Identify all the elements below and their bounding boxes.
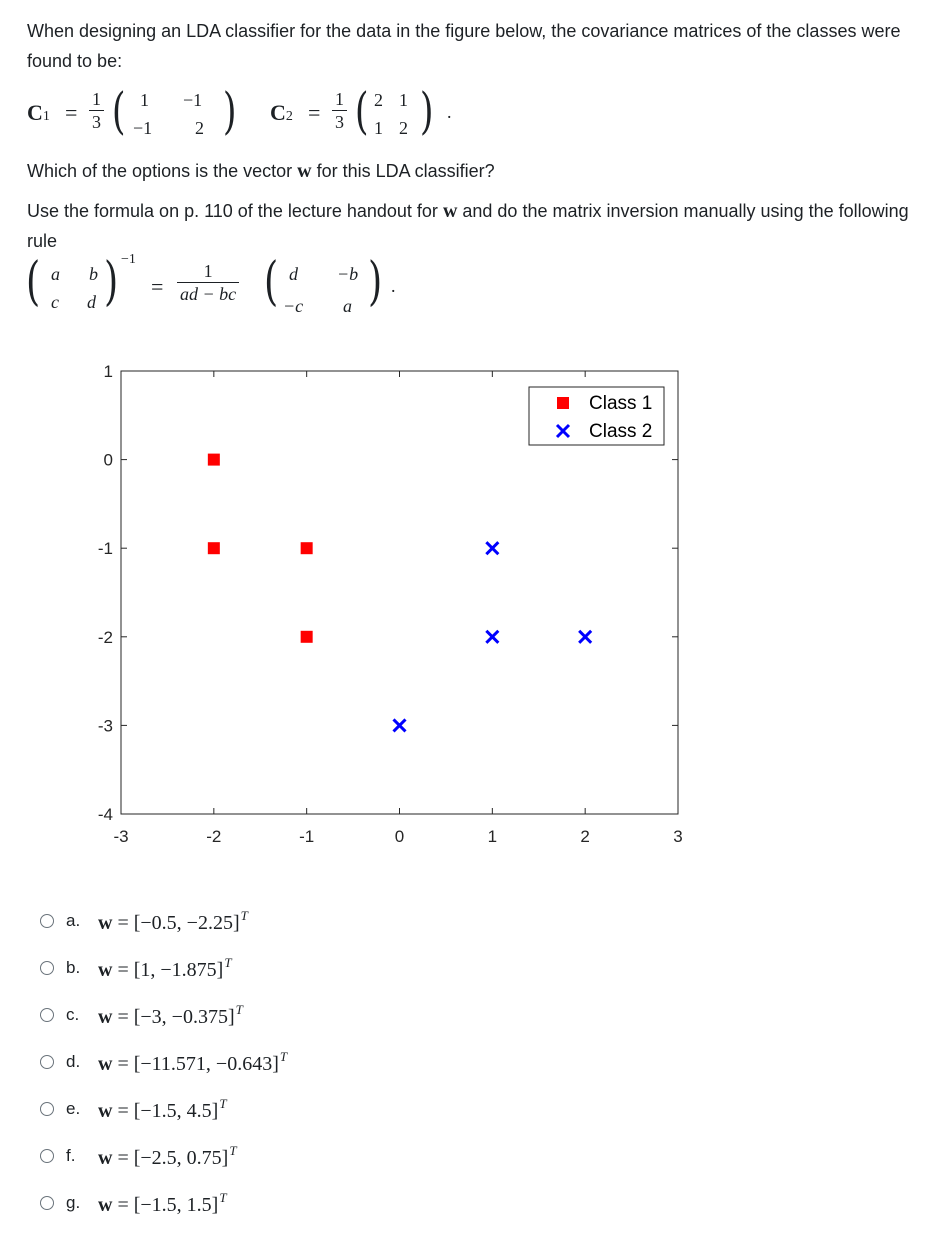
option-c[interactable] (40, 1000, 243, 1030)
option-letter: f. (66, 1146, 76, 1165)
radio-button[interactable] (40, 1102, 54, 1116)
y-tick-label: -3 (97, 716, 113, 736)
legend-marker (557, 397, 569, 409)
x-tick-label: -1 (299, 827, 315, 846)
c1-label: C1 (27, 100, 50, 125)
x-tick-label: -3 (113, 827, 129, 846)
question-intro: When designing an LDA classifier for the data in the figure below, the covariance matrices of the classes were found to be: (27, 21, 901, 71)
option-formula: w = [−0.5, −2.25]$^T$ (98, 907, 248, 934)
radio-button[interactable] (40, 914, 54, 928)
legend-label: Class 2 (589, 421, 653, 442)
question-prompt: Which of the options is the vector w for this LDA classifier? (27, 160, 495, 182)
c2-label: C2 (270, 100, 293, 125)
answer-options (0, 906, 939, 1226)
y-tick-label: -2 (97, 627, 113, 647)
c2-fraction: $\frac{1}{3}$ (332, 88, 347, 133)
c2-m12: 1 (399, 90, 408, 110)
class1-point (208, 454, 220, 466)
class1-point (301, 542, 313, 554)
option-formula: w = [1, −1.875]$^T$ (98, 954, 232, 981)
x-tick-label: 0 (394, 827, 405, 846)
option-f[interactable] (40, 1141, 237, 1171)
option-d[interactable] (40, 1047, 287, 1077)
radio-button[interactable] (40, 1055, 54, 1069)
c2-m22: 2 (399, 118, 408, 138)
option-e[interactable] (40, 1094, 227, 1124)
option-b[interactable] (40, 953, 232, 983)
covariance-equations: C1 = $\frac{1}{3}$ ( 1 −1 −1 2 ) C2 = $\frac{1}{3}$ ( 2 1 1 2 ) . (27, 82, 452, 140)
c1-m21: −1 (133, 118, 153, 138)
question-instruction: Use the formula on p. 110 of the lecture handout for w and do the matrix inversion manually using the following rule (27, 200, 909, 251)
option-formula: w = [−1.5, 4.5]$^T$ (98, 1095, 227, 1122)
x-tick-label: 3 (673, 827, 683, 846)
c1-m22: 2 (195, 118, 204, 138)
c1-fraction: $\frac{1}{3}$ (89, 88, 104, 133)
c1-m11: 1 (140, 90, 149, 110)
option-formula: w = [−1.5, 1.5]$^T$ (98, 1189, 227, 1216)
y-tick-label: -1 (97, 539, 113, 559)
y-tick-label: -4 (97, 805, 113, 824)
x-tick-label: 1 (487, 827, 498, 846)
option-formula: w = [−3, −0.375]$^T$ (98, 1001, 243, 1028)
class1-point (301, 631, 313, 643)
option-letter: d. (66, 1052, 81, 1071)
scatter-chart (0, 350, 939, 860)
x-tick-label: -2 (206, 827, 222, 846)
radio-button[interactable] (40, 1149, 54, 1163)
option-letter: c. (66, 1005, 80, 1024)
c2-m11: 2 (374, 90, 383, 110)
y-tick-label: 1 (103, 362, 113, 381)
class1-point (208, 542, 220, 554)
option-letter: b. (66, 958, 81, 977)
inversion-rule: ( a b c d ) −1 = $\frac{1}{ad - bc}$ ( d −b −c a ) . (26, 252, 396, 316)
option-letter: g. (66, 1193, 81, 1212)
option-g[interactable] (40, 1188, 227, 1218)
option-a[interactable] (40, 906, 248, 936)
rule-exponent: −1 (121, 252, 136, 267)
radio-button[interactable] (40, 1008, 54, 1022)
option-letter: e. (66, 1099, 81, 1118)
y-tick-label: 0 (103, 450, 113, 470)
option-formula: w = [−11.571, −0.643]$^T$ (98, 1048, 288, 1075)
option-formula: w = [−2.5, 0.75]$^T$ (98, 1142, 237, 1169)
radio-button[interactable] (40, 961, 54, 975)
x-tick-label: 2 (580, 827, 590, 846)
option-letter: a. (66, 911, 81, 930)
legend-label: Class 1 (589, 393, 653, 414)
radio-button[interactable] (40, 1196, 54, 1210)
c2-m21: 1 (374, 118, 383, 138)
rule-fraction: $\frac{1}{ad - bc}$ (177, 260, 239, 305)
c1-m12: −1 (183, 90, 203, 110)
